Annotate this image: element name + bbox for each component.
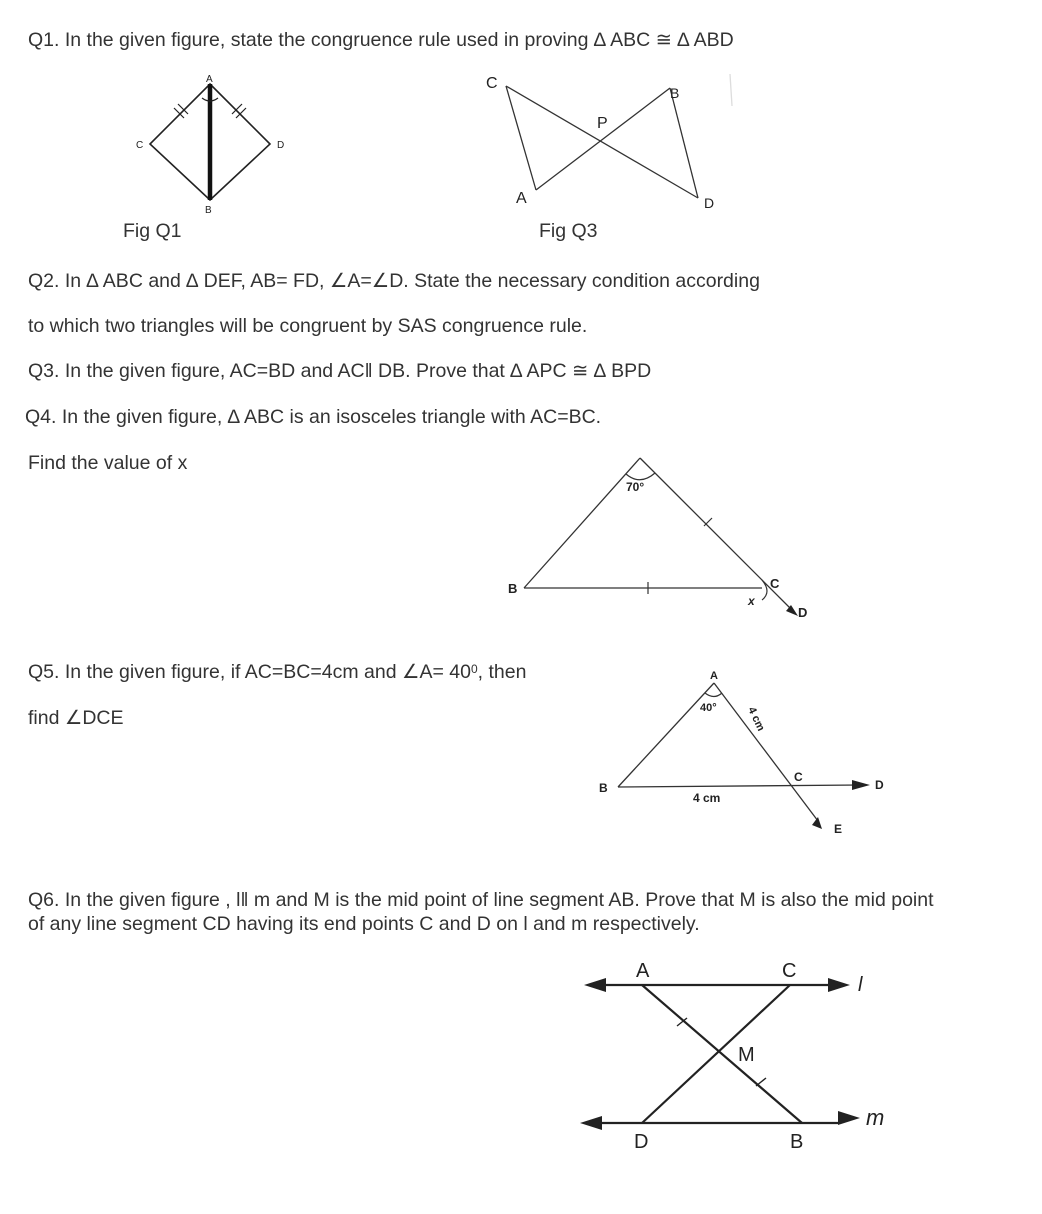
fig-q1-label-b: B (205, 205, 212, 216)
fig-q5-label-d: D (875, 778, 884, 792)
fig-q6-label-d: D (634, 1131, 649, 1153)
fig-q5-diagram (590, 665, 900, 845)
fig-q4-label-d: D (798, 605, 808, 620)
q4-text-line2: Find the value of x (28, 452, 188, 474)
fig-q6-label-a: A (636, 960, 650, 982)
fig-q5-label-c: C (794, 770, 803, 784)
fig-q3-label-a: A (516, 190, 527, 207)
fig-q3-label-c: C (486, 75, 498, 92)
q6-text-line1: Q6. In the given figure , l‖ m and M is the mid point of line segment AB. Prove that M is also the mid point (28, 889, 934, 911)
fig-q1-diagram (120, 70, 320, 220)
fig-q1-label-a: A (206, 74, 213, 85)
fig-q6-label-c: C (782, 960, 797, 982)
fig-q5-label-angle: 40° (700, 702, 717, 714)
fig-q5-label-a: A (710, 670, 718, 682)
q3-text: Q3. In the given figure, AC=BD and AC‖ DB. Prove that ∆ APC ≅ ∆ BPD (28, 360, 652, 382)
fig-q4-diagram (500, 450, 830, 630)
fig-q1-label-d: D (277, 140, 285, 151)
fig-q4-label-c: C (770, 576, 780, 591)
fig-q4-label-b: B (508, 581, 518, 596)
fig-q3-caption: Fig Q3 (539, 220, 598, 242)
fig-q6-label-l: l (858, 974, 863, 996)
q5-text-line1-pre: Q5. In the given figure, if AC=BC=4cm and ∠A= 40 (28, 661, 471, 683)
fig-q5-label-ac: 4 cm (745, 705, 767, 733)
fig-q4-label-x: x (748, 594, 755, 608)
q5-text-line1 (28, 660, 526, 684)
fig-q1-caption: Fig Q1 (123, 220, 182, 242)
fig-q6-label-m-point: M (738, 1044, 755, 1066)
q2-text-line2: to which two triangles will be congruent by SAS congruence rule. (28, 315, 588, 337)
fig-q6-diagram (570, 955, 910, 1165)
fig-q5-label-e: E (834, 822, 843, 836)
q4-text-line1: Q4. In the given figure, ∆ ABC is an isosceles triangle with AC=BC. (25, 406, 602, 428)
fig-q6-label-m-line: m (866, 1105, 885, 1130)
fig-q1-label-c: C (136, 140, 144, 151)
fig-q4-label-angle: 70° (626, 480, 645, 494)
q5-text-line1-post: , then (477, 661, 527, 683)
fig-q5-label-bc: 4 cm (693, 791, 721, 805)
fig-q5-label-b: B (599, 781, 608, 795)
q5-text-line2: find ∠DCE (28, 707, 124, 729)
fig-q3-label-b: B (670, 85, 680, 101)
q5-text-line1-sup: 0 (470, 662, 478, 676)
fig-q3-diagram (480, 70, 740, 220)
q6-text-line2: of any line segment CD having its end points C and D on l and m respectively. (28, 913, 700, 935)
fig-q6-label-b: B (790, 1131, 804, 1153)
fig-q3-label-d: D (704, 195, 715, 211)
fig-q3-label-p: P (597, 115, 608, 132)
q2-text-line1: Q2. In ∆ ABC and ∆ DEF, AB= FD, ∠A=∠D. State the necessary condition according (28, 270, 760, 292)
q1-text: Q1. In the given figure, state the congruence rule used in proving ∆ ABC ≅ ∆ ABD (28, 29, 734, 51)
